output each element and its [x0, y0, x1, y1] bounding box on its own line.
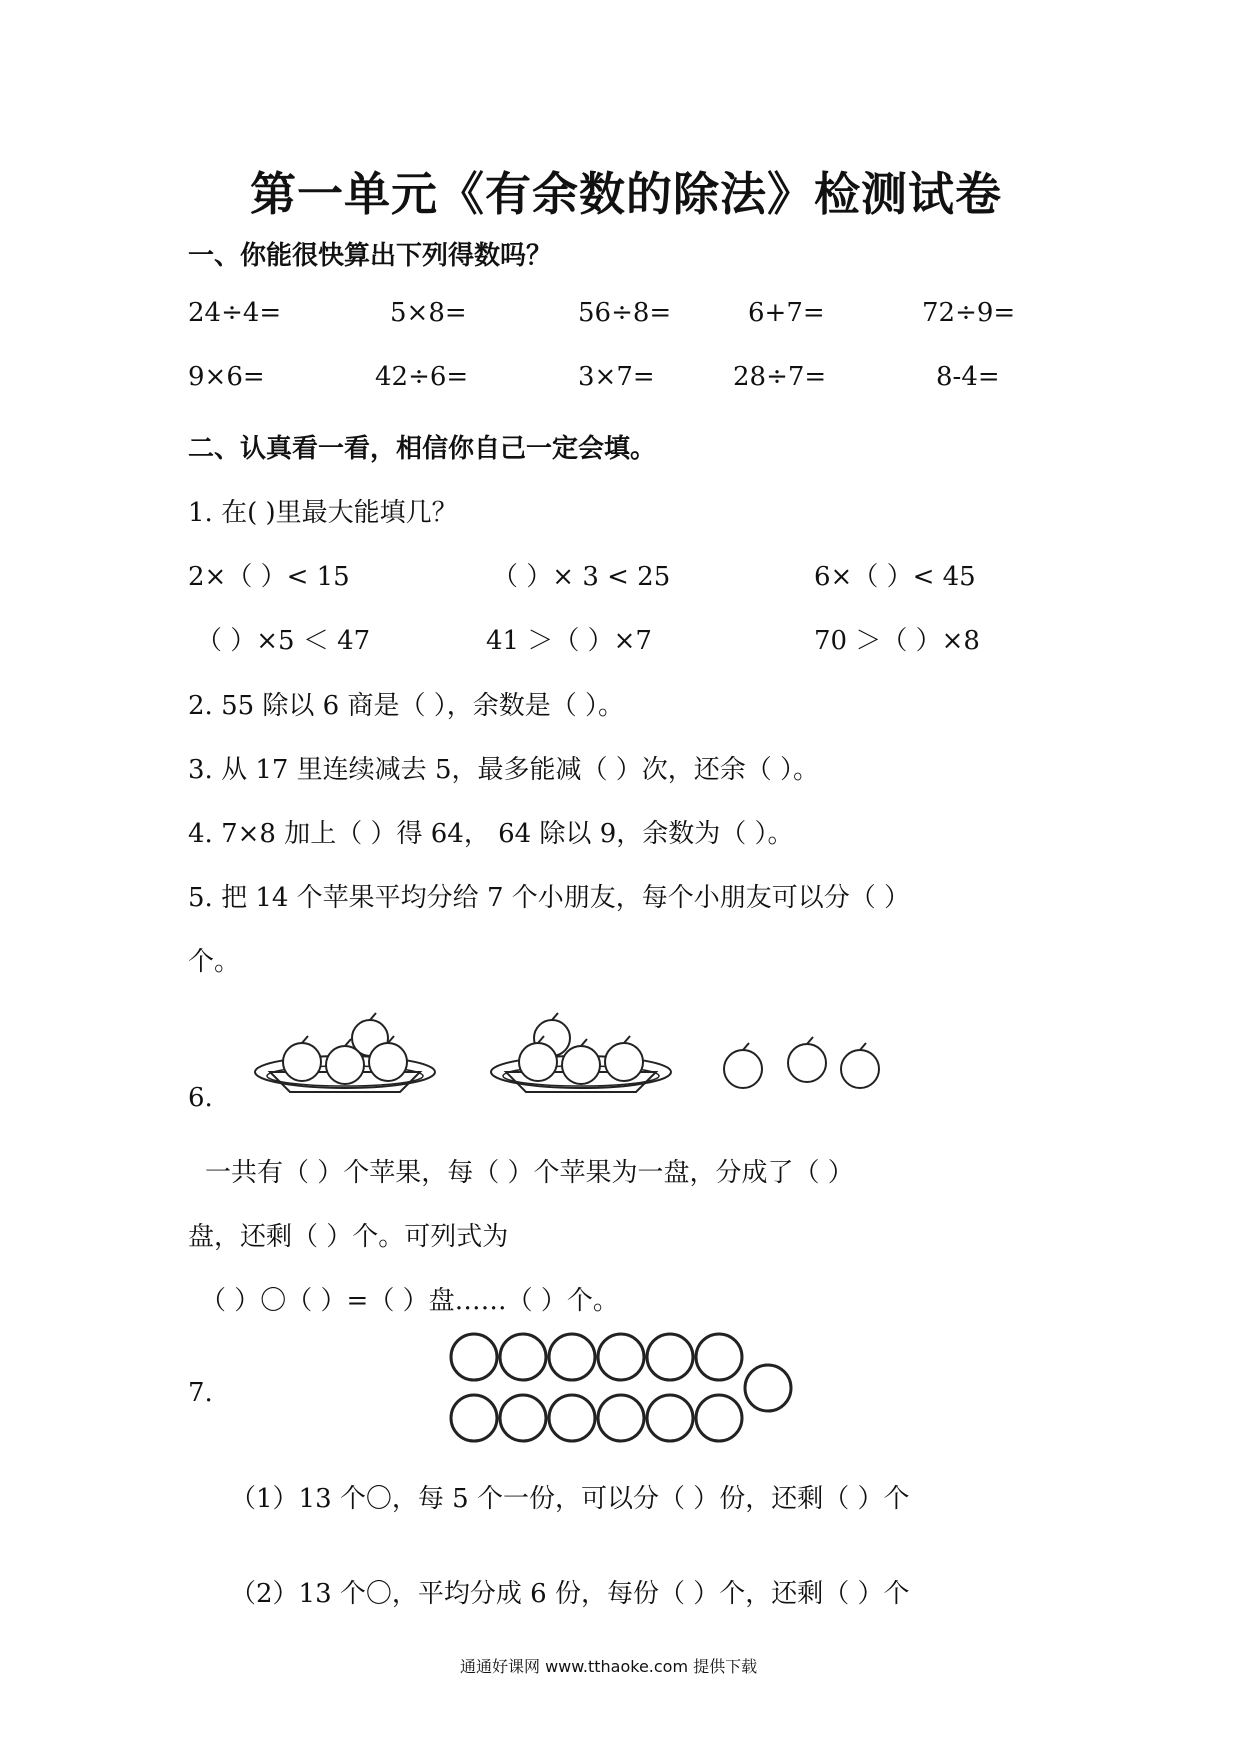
calc-item: 3×7= [578, 362, 655, 392]
calc-item: 5×8= [390, 298, 467, 328]
page-title: 第一单元《有余数的除法》检测试卷 [250, 167, 1002, 221]
q6-label: 6. [188, 1083, 213, 1113]
apple-illustration [715, 1035, 895, 1095]
q6-line3: （ ）〇（ ）=（ ）盘……（ ）个。 [200, 1286, 619, 1316]
calc-item: 56÷8= [578, 298, 672, 328]
q6-line2: 盘，还剩（ ）个。可列式为 [188, 1222, 509, 1252]
q1-item: 2×（ ）< 15 [188, 562, 350, 592]
q5-line2: 个。 [188, 947, 241, 977]
calc-item: 28÷7= [733, 362, 827, 392]
q3: 3. 从 17 里连续减去 5，最多能减（ ）次，还余（ ）。 [188, 755, 820, 785]
q7-label: 7. [188, 1378, 213, 1408]
q1-item: 70 ＞（ ）×8 [814, 626, 980, 656]
q5-line1: 5. 把 14 个苹果平均分给 7 个小朋友，每个小朋友可以分（ ） [188, 883, 911, 913]
q7-sub2: （2）13 个〇，平均分成 6 份，每份（ ）个，还剩（ ）个 [230, 1579, 910, 1609]
calc-item: 42÷6= [375, 362, 469, 392]
apple-plate-illustration [486, 1010, 686, 1110]
q6-line1: 一共有（ ）个苹果，每（ ）个苹果为一盘，分成了（ ） [205, 1158, 854, 1188]
q1-item: （ ）×5 ＜ 47 [196, 626, 371, 656]
calc-item: 6+7= [748, 298, 825, 328]
calc-item: 24÷4= [188, 298, 282, 328]
calc-item: 72÷9= [922, 298, 1016, 328]
apple-plate-illustration [250, 1010, 450, 1110]
q1-item: 6×（ ）< 45 [814, 562, 976, 592]
q1-item: 41 ＞（ ）×7 [486, 626, 652, 656]
circles-illustration [440, 1325, 800, 1450]
section1-heading: 一、你能很快算出下列得数吗？ [188, 241, 553, 271]
calc-item: 9×6= [188, 362, 265, 392]
q4: 4. 7×8 加上（ ）得 64， 64 除以 9，余数为（ ）。 [188, 819, 794, 849]
q1-label: 1. 在( )里最大能填几？ [188, 498, 458, 528]
footer: 通通好课网 www.tthaoke.com 提供下载 [460, 1657, 758, 1676]
q2: 2. 55 除以 6 商是（ ），余数是（ ）。 [188, 691, 625, 721]
q1-item: （ ）× 3 < 25 [492, 562, 671, 592]
section2-heading: 二、认真看一看，相信你自己一定会填。 [188, 434, 657, 464]
q7-sub1: （1）13 个〇，每 5 个一份，可以分（ ）份，还剩（ ）个 [230, 1484, 910, 1514]
calc-item: 8-4= [936, 362, 1000, 392]
